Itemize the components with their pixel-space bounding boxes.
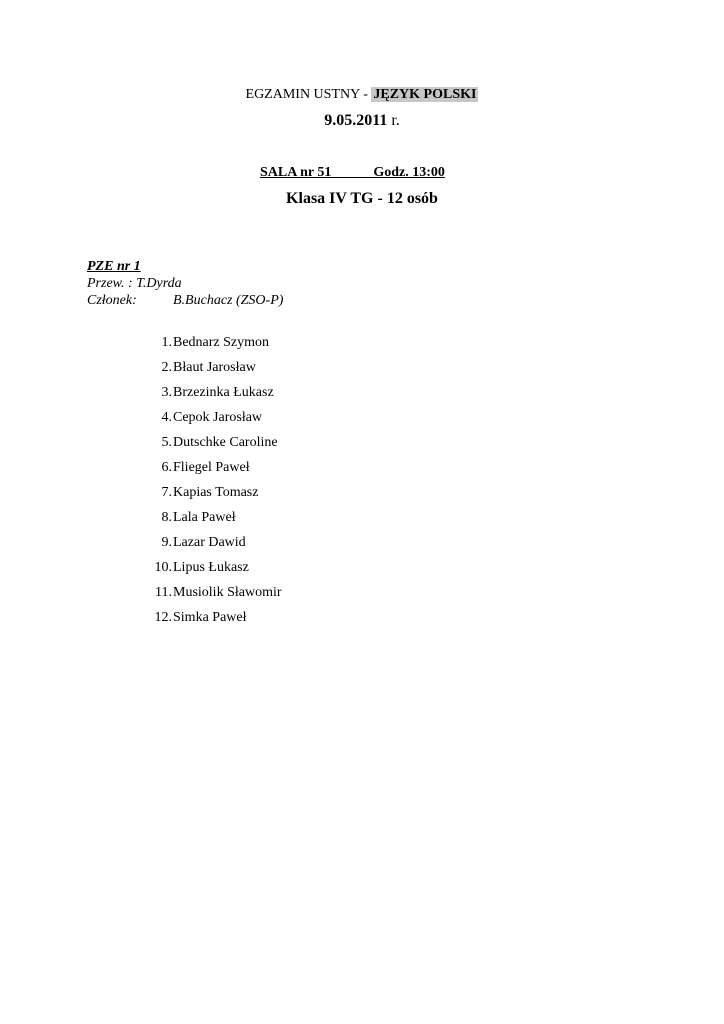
- class-info: Klasa IV TG - 12 osób: [286, 190, 438, 207]
- student-name: Lazar Dawid: [173, 535, 246, 550]
- student-number: 6.: [161, 460, 172, 475]
- student-number: 10.: [154, 560, 172, 575]
- committee-title: PZE nr 1: [87, 259, 141, 274]
- list-item: [140, 508, 236, 533]
- student-name: Błaut Jarosław: [173, 360, 256, 375]
- student-name: Cepok Jarosław: [173, 410, 263, 425]
- student-number: 9.: [161, 535, 172, 550]
- student-number: 8.: [161, 510, 172, 525]
- list-item: [140, 408, 263, 433]
- student-list: [140, 333, 282, 633]
- student-number: 4.: [161, 410, 172, 425]
- student-name: Dutschke Caroline: [173, 435, 278, 450]
- list-item: [140, 558, 249, 583]
- list-item: [140, 583, 282, 608]
- student-name: Kapias Tomasz: [173, 485, 259, 500]
- list-item: [140, 358, 256, 383]
- student-name: Brzezinka Łukasz: [173, 385, 274, 400]
- student-number: 1.: [161, 335, 172, 350]
- committee-chair: Przew. : T.Dyrda: [87, 276, 182, 291]
- student-name: Fliegel Paweł: [173, 460, 250, 475]
- exam-date: 9.05.2011: [324, 112, 388, 129]
- exam-subject-highlight: JĘZYK POLSKI: [373, 87, 477, 102]
- exam-date-line: [0, 111, 724, 131]
- student-number: 12.: [154, 610, 172, 625]
- student-name: Musiolik Sławomir: [173, 585, 282, 600]
- student-number: 7.: [161, 485, 172, 500]
- exam-date-suffix: r.: [387, 112, 400, 129]
- list-item: [140, 333, 270, 358]
- exam-title-line: [0, 86, 724, 104]
- list-item: [140, 533, 246, 558]
- student-number: 2.: [161, 360, 172, 375]
- committee-member-label: Członek:: [87, 293, 137, 308]
- student-number: 3.: [161, 385, 172, 400]
- list-item: [140, 483, 259, 508]
- exam-prefix: EGZAMIN USTNY -: [245, 87, 372, 102]
- student-name: Lala Paweł: [173, 510, 236, 525]
- committee-member-row: [87, 292, 284, 309]
- list-item: [140, 608, 247, 633]
- student-number: 11.: [155, 585, 172, 600]
- student-name: Simka Paweł: [173, 610, 247, 625]
- room-and-time: SALA nr 51 Godz. 13:00: [260, 165, 445, 180]
- student-name: Lipus Łukasz: [173, 560, 249, 575]
- list-item: [140, 433, 278, 458]
- student-name: Bednarz Szymon: [173, 335, 270, 350]
- list-item: [140, 383, 274, 408]
- committee-member-value: B.Buchacz (ZSO-P): [173, 293, 284, 308]
- list-item: [140, 458, 250, 483]
- student-number: 5.: [161, 435, 172, 450]
